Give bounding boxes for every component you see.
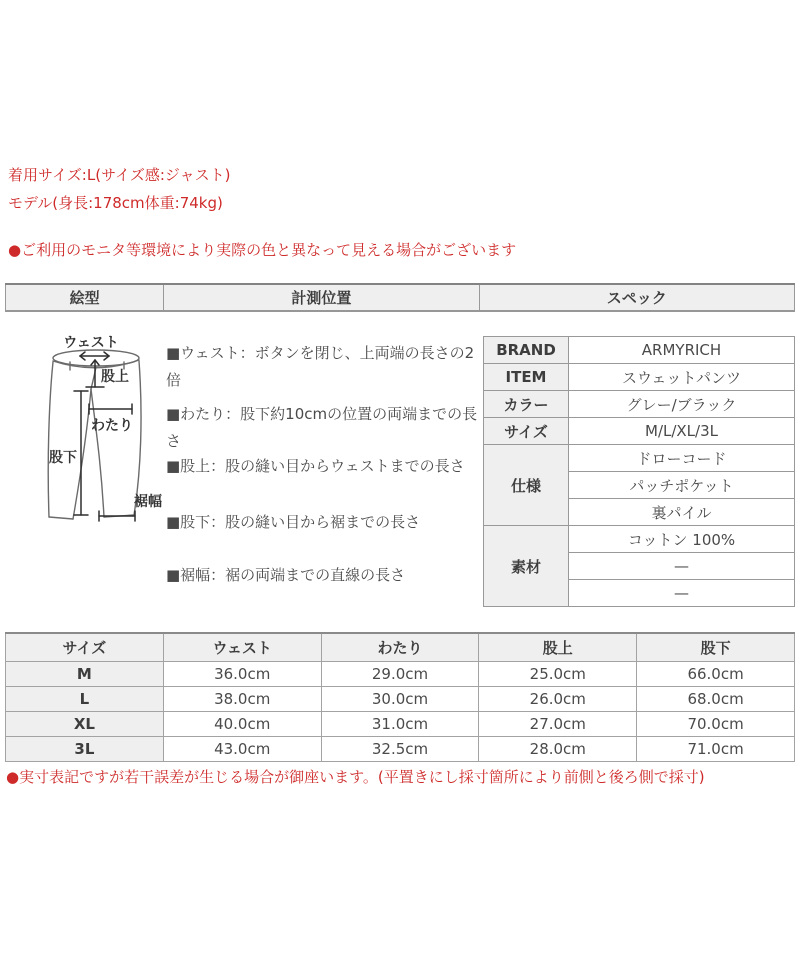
diagram-hem-label: 裾幅 bbox=[134, 494, 162, 510]
right-outer-seam bbox=[134, 361, 141, 515]
spec-row-feature-1 bbox=[484, 445, 795, 472]
desc-hem: ■裾幅：裾の両端までの直線の長さ bbox=[166, 566, 406, 584]
m-rise: 25.0cm bbox=[479, 662, 637, 687]
size-table-header-row bbox=[6, 633, 795, 662]
spec-value-color: グレー/ブラック bbox=[569, 391, 795, 418]
xl-inseam: 70.0cm bbox=[637, 712, 795, 737]
model-info-text: モデル(身長:178cm体重:74kg) bbox=[8, 194, 223, 212]
size-label-m: M bbox=[6, 662, 164, 687]
waist-col-header: ウェスト bbox=[163, 633, 321, 662]
spec-label-size: サイズ bbox=[484, 418, 569, 445]
3l-inseam: 71.0cm bbox=[637, 737, 795, 762]
spec-row-brand bbox=[484, 337, 795, 364]
xl-waist: 40.0cm bbox=[163, 712, 321, 737]
spec-value-item: スウェットパンツ bbox=[569, 364, 795, 391]
wearing-size-text: 着用サイズ:L(サイズ感:ジャスト) bbox=[8, 166, 231, 184]
3l-thigh: 32.5cm bbox=[321, 737, 479, 762]
spec-value-material-3: — bbox=[569, 580, 795, 607]
spec-value-feature-3: 裏パイル bbox=[569, 499, 795, 526]
header-drawing: 絵型 bbox=[6, 284, 164, 311]
measure-header-table bbox=[5, 283, 795, 312]
spec-label-features: 仕様 bbox=[484, 445, 569, 526]
size-row-xl bbox=[6, 712, 795, 737]
monitor-caution-text: ●ご利用のモニタ等環境により実際の色と異なって見える場合がございます bbox=[8, 241, 517, 259]
size-label-3l: 3L bbox=[6, 737, 164, 762]
desc-inseam: ■股下：股の縫い目から裾までの長さ bbox=[166, 513, 421, 531]
size-row-l bbox=[6, 687, 795, 712]
diagram-rise-label: 股上 bbox=[101, 369, 129, 385]
spec-value-material-2: — bbox=[569, 553, 795, 580]
spec-value-size: M/L/XL/3L bbox=[569, 418, 795, 445]
measure-header-row bbox=[6, 284, 795, 311]
xl-rise: 27.0cm bbox=[479, 712, 637, 737]
spec-row-material-1 bbox=[484, 526, 795, 553]
size-label-xl: XL bbox=[6, 712, 164, 737]
size-row-3l bbox=[6, 737, 795, 762]
rise-col-header: 股上 bbox=[479, 633, 637, 662]
right-inner-seam bbox=[91, 389, 104, 517]
spec-label-material: 素材 bbox=[484, 526, 569, 607]
left-hem bbox=[49, 517, 73, 519]
diagram-inseam-label: 股下 bbox=[49, 450, 77, 466]
spec-label-color: カラー bbox=[484, 391, 569, 418]
size-col-header: サイズ bbox=[6, 633, 164, 662]
thigh-col-header: わたり bbox=[321, 633, 479, 662]
spec-value-brand: ARMYRICH bbox=[569, 337, 795, 364]
3l-rise: 28.0cm bbox=[479, 737, 637, 762]
size-row-m bbox=[6, 662, 795, 687]
inseam-col-header: 股下 bbox=[637, 633, 795, 662]
header-spec: スペック bbox=[479, 284, 794, 311]
desc-rise: ■股上：股の縫い目からウェストまでの長さ bbox=[166, 457, 465, 475]
3l-waist: 43.0cm bbox=[163, 737, 321, 762]
spec-value-feature-1: ドローコード bbox=[569, 445, 795, 472]
spec-value-feature-2: パッチポケット bbox=[569, 472, 795, 499]
l-inseam: 68.0cm bbox=[637, 687, 795, 712]
header-measure-position: 計測位置 bbox=[164, 284, 479, 311]
spec-label-item: ITEM bbox=[484, 364, 569, 391]
spec-row-size bbox=[484, 418, 795, 445]
m-inseam: 66.0cm bbox=[637, 662, 795, 687]
spec-label-brand: BRAND bbox=[484, 337, 569, 364]
spec-table bbox=[483, 336, 795, 607]
spec-row-color bbox=[484, 391, 795, 418]
left-outer-seam bbox=[48, 362, 53, 517]
l-waist: 38.0cm bbox=[163, 687, 321, 712]
spec-value-material-1: コットン 100% bbox=[569, 526, 795, 553]
m-thigh: 29.0cm bbox=[321, 662, 479, 687]
measure-caution-text: ●実寸表記ですが若干誤差が生じる場合が御座います。(平置きにし採寸箇所により前側と後ろ側で採寸) bbox=[6, 768, 705, 786]
xl-thigh: 31.0cm bbox=[321, 712, 479, 737]
spec-row-item bbox=[484, 364, 795, 391]
diagram-waist-label: ウェスト bbox=[63, 335, 119, 351]
pants-measurement-diagram bbox=[25, 331, 175, 529]
m-waist: 36.0cm bbox=[163, 662, 321, 687]
wearing-size-notes bbox=[8, 161, 230, 217]
size-chart-table bbox=[5, 632, 795, 762]
l-thigh: 30.0cm bbox=[321, 687, 479, 712]
l-rise: 26.0cm bbox=[479, 687, 637, 712]
desc-thigh: ■わたり：股下約10cmの位置の両端までの長さ bbox=[166, 405, 478, 450]
diagram-thigh-label: わたり bbox=[91, 418, 133, 434]
size-label-l: L bbox=[6, 687, 164, 712]
desc-waist: ■ウェスト：ボタンを閉じ、上両端の長さの2倍 bbox=[166, 344, 475, 389]
